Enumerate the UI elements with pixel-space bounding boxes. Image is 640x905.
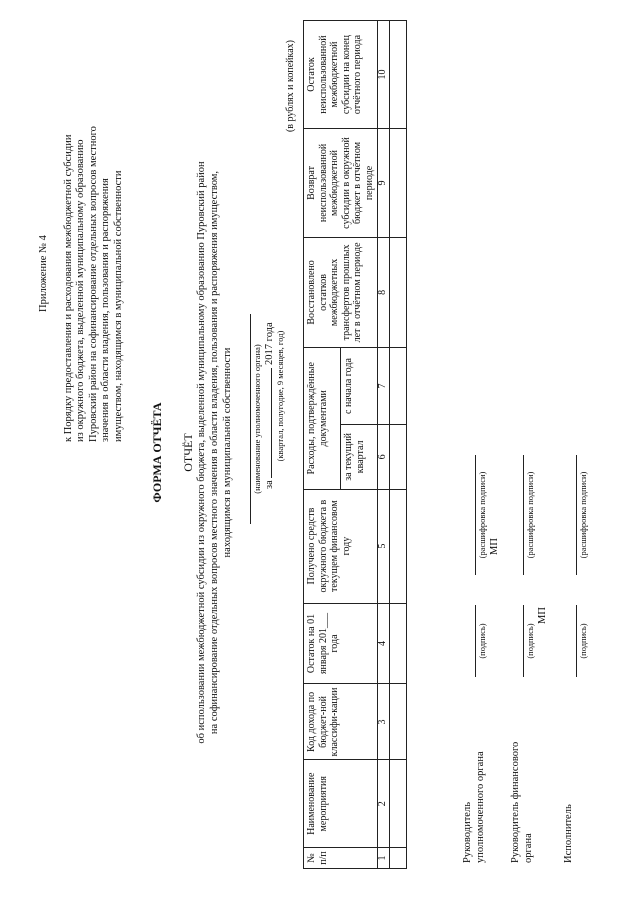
column-number: 5 [378, 489, 390, 603]
header-cell: Остаток неиспользованной межбюджетной субсидии на конец отчётного периода [304, 21, 378, 129]
table-cell[interactable] [390, 425, 407, 490]
header-cell: за текущий квартал [341, 425, 378, 490]
header-cell: Наименование мероприятия [304, 760, 378, 848]
column-number: 1 [378, 848, 390, 869]
report-table [303, 20, 407, 869]
report-line: находящимся в муниципальной собственности [222, 347, 233, 558]
header-cell: Получено средств окружного бюджета в текущем финансовом году [304, 489, 378, 603]
appendix-line: к Порядку предоставления и расходования межбюджетной субсидии [62, 134, 74, 442]
column-number: 8 [378, 237, 390, 347]
period-caption: (квартал, полугодие, 9 месяцев, год) [275, 330, 285, 462]
mp-stamp: МП [537, 607, 548, 624]
appendix-title: Приложение № 4 [38, 235, 49, 312]
decode-line[interactable] [523, 455, 524, 575]
signature-label-executor: Исполнитель [563, 804, 574, 863]
column-number: 6 [378, 425, 390, 490]
header-cell: Восстановлено остатков межбюджетных трансфертов прошлых лет в отчётном периоде [304, 237, 378, 347]
report-line: об использовании межбюджетной субсидии из окружного бюджета, выделенной муниципальному образованию Пуровский район [196, 161, 207, 744]
table-cell[interactable] [390, 684, 407, 760]
signature-line[interactable] [523, 605, 524, 677]
header-row [304, 21, 341, 869]
org-caption: (наименование уполномоченного органа) [252, 344, 262, 494]
column-number-row [378, 21, 390, 869]
report-title: ОТЧЁТ [181, 433, 195, 472]
column-number: 2 [378, 760, 390, 848]
decode-caption: (расшифровка подписи) [578, 471, 588, 559]
decode-caption: (расшифровка подписи) [525, 471, 535, 559]
table-cell[interactable] [390, 489, 407, 603]
period-input-line[interactable] [261, 368, 272, 478]
decode-line[interactable] [475, 455, 476, 575]
decode-caption: (расшифровка подписи) [477, 471, 487, 559]
appendix-line: из окружного бюджета, выделенной муниципальному образованию [75, 139, 86, 442]
period-year: 2017 года [264, 322, 275, 365]
appendix-line: Пуровский район на софинансирование отдельных вопросов местного [87, 126, 99, 442]
report-line: на софинансирование отдельных вопросов местного значения в области владения, пользования и распоряжения имуществом, [209, 170, 220, 735]
signature-label-head-auth: Руководитель уполномоченного органа [462, 751, 486, 863]
mp-stamp: МП [489, 538, 500, 555]
signature-caption: (подпись) [525, 623, 535, 659]
table-cell[interactable] [390, 760, 407, 848]
table-cell[interactable] [390, 237, 407, 347]
header-cell: № п/п [304, 848, 378, 869]
period-prefix: за [264, 480, 275, 489]
table-row [390, 21, 407, 869]
appendix-line: значения в области владения, пользования и распоряжения [100, 178, 111, 442]
decode-line[interactable] [576, 455, 577, 575]
column-number: 10 [378, 21, 390, 129]
signature-caption: (подпись) [578, 623, 588, 659]
header-cell: Код дохода по бюджет-ной классифи-кации [304, 684, 378, 760]
form-title: ФОРМА ОТЧЁТА [150, 402, 164, 503]
table-cell[interactable] [390, 603, 407, 684]
header-cell: Возврат неиспользованной межбюджетной субсидии в окружной бюджет в отчётном периоде [304, 129, 378, 238]
signature-line[interactable] [576, 605, 577, 677]
column-number: 9 [378, 129, 390, 238]
header-cell: с начала года [341, 347, 378, 424]
signature-caption: (подпись) [477, 623, 487, 659]
table-cell[interactable] [390, 347, 407, 424]
appendix-block [38, 42, 125, 442]
header-cell: Расходы, подтверждённые документами [304, 347, 341, 489]
signature-line[interactable] [475, 605, 476, 677]
column-number: 4 [378, 603, 390, 684]
table-cell[interactable] [390, 129, 407, 238]
column-number: 3 [378, 684, 390, 760]
table-cell[interactable] [390, 21, 407, 129]
appendix-line: имуществом, находящимся в муниципальной собственности [112, 170, 124, 442]
table-cell[interactable] [390, 848, 407, 869]
header-cell: Остаток на 01 января 201___ года [304, 603, 378, 684]
units-label: (в рублях и копейках) [285, 40, 296, 133]
column-number: 7 [378, 347, 390, 424]
signature-label-head-fin: Руководитель финансового органа [510, 741, 534, 863]
org-name-line[interactable] [250, 314, 251, 524]
